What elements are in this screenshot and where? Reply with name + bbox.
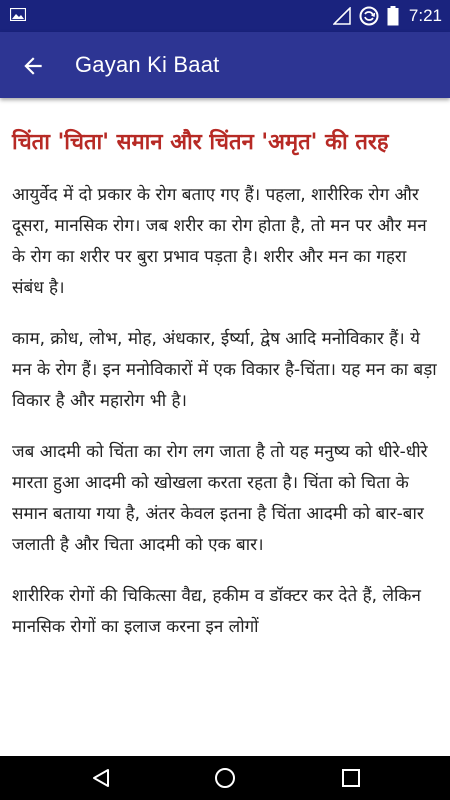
article-paragraph: आयुर्वेद में दो प्रकार के रोग बताए गए हैं। पहला, शारीरिक रोग और दूसरा, मानसिक रोग। जब शरीर का रोग होता है, तो मन पर और मन के रोग का शरीर पर बुरा प्रभाव पड़ता है। शरीर और मन का गहरा संबंध है। xyxy=(12,185,427,298)
home-circle-icon[interactable] xyxy=(214,767,236,789)
article-paragraph: काम, क्रोध, लोभ, मोह, अंधकार, ईर्ष्या, द्वेष आदि मनोविकार हैं। ये मन के रोग हैं। इन मनोविकारों में एक विकार है-चिंता। यह मन का बड़ा विकार है और महारोग भी है। xyxy=(12,329,437,411)
system-nav-bar xyxy=(0,756,450,800)
signal-icon xyxy=(333,7,351,25)
status-bar xyxy=(0,0,450,32)
app-title: Gayan Ki Baat xyxy=(75,52,220,77)
back-arrow-icon[interactable] xyxy=(20,53,46,79)
article-scroll-area[interactable] xyxy=(0,98,450,756)
article xyxy=(0,98,450,643)
article-heading: चिंता 'चिता' समान और चिंतन 'अमृत' की तरह xyxy=(12,130,389,155)
article-paragraph: जब आदमी को चिंता का रोग लग जाता है तो यह मनुष्य को धीरे-धीरे मारता हुआ आदमी को खोखला करता रहता है। चिंता को चिता के समान बताया गया है, अंतर केवल इतना है चिंता आदमी को बार-बार जलाती है और चिता आदमी को एक बार। xyxy=(12,442,428,555)
sync-icon xyxy=(359,6,379,26)
status-icons xyxy=(333,0,442,32)
battery-icon xyxy=(387,6,399,26)
app-bar xyxy=(0,32,450,98)
back-triangle-icon[interactable] xyxy=(90,767,112,789)
recents-square-icon[interactable] xyxy=(340,767,362,789)
image-icon xyxy=(10,8,26,21)
status-time: 7:21 xyxy=(408,6,442,25)
article-paragraph: शारीरिक रोगों की चिकित्सा वैद्य, हकीम व डॉक्टर कर देते हैं, लेकिन मानसिक रोगों का इलाज करना इन लोगों xyxy=(12,586,421,637)
